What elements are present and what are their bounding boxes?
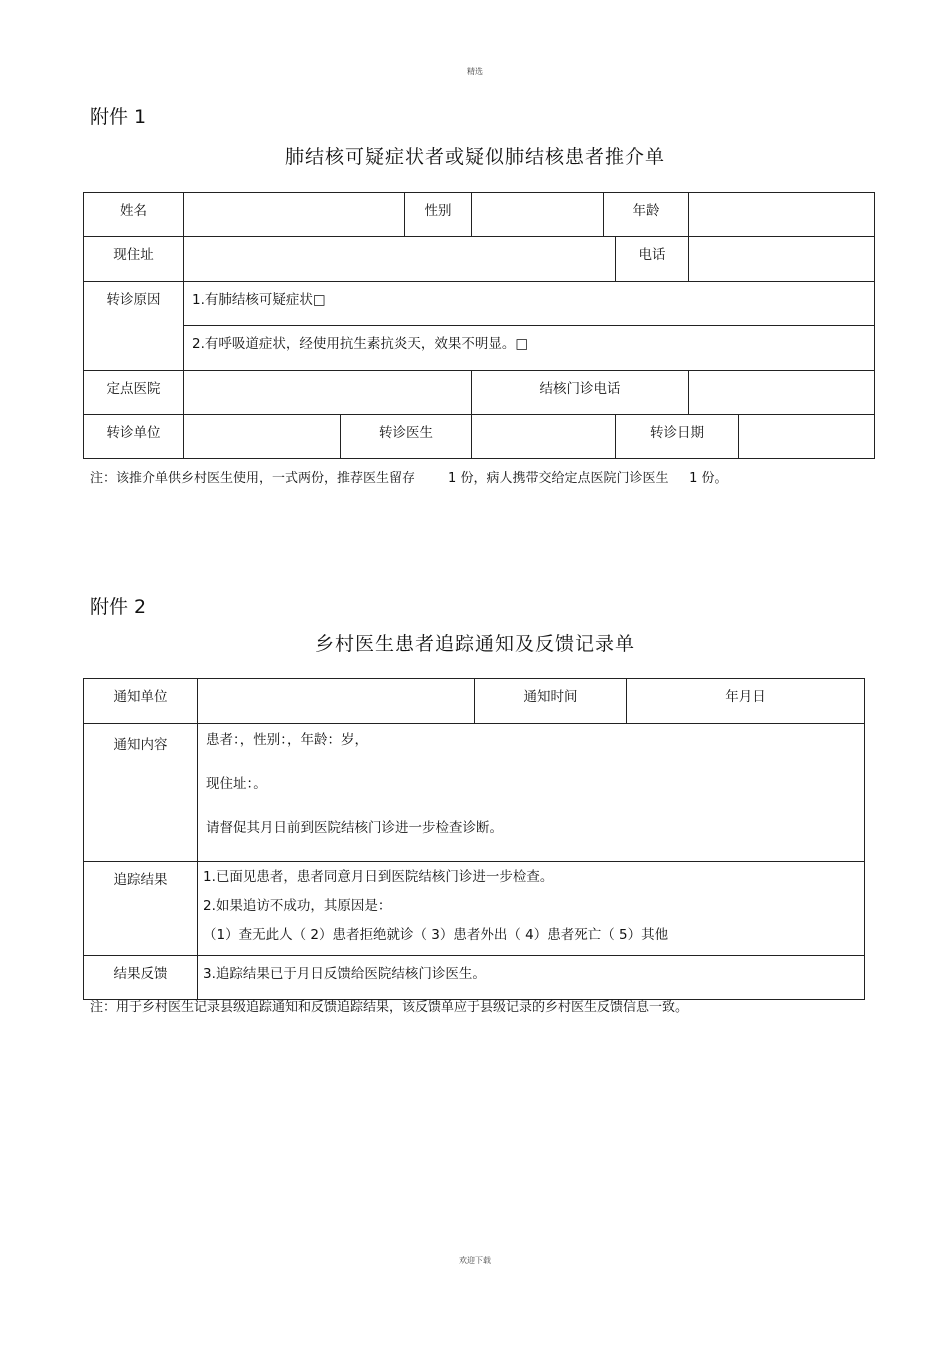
content-line-patient: 患者：，性别：，年龄：岁， xyxy=(206,732,368,748)
tracking-result-label: 追踪结果 xyxy=(84,862,198,956)
notify-date-field[interactable]: 年月日 xyxy=(627,679,865,724)
phone-field[interactable] xyxy=(689,237,875,282)
result-line-1: 1.已面见患者，患者同意月日到医院结核门诊进一步检查。 xyxy=(203,869,554,885)
tb-clinic-phone-label: 结核门诊电话 xyxy=(472,371,689,415)
attachment-2-heading: 附件 2 xyxy=(90,596,147,618)
attachment-1-note: 注：该推介单供乡村医生使用，一式两份，推荐医生留存 1 份，病人携带交给定点医院门诊医生 1 份。 xyxy=(90,471,728,486)
referral-reason-label: 转诊原因 xyxy=(84,282,184,371)
designated-hospital-label: 定点医院 xyxy=(84,371,184,415)
phone-label: 电话 xyxy=(616,237,689,282)
referral-doctor-label: 转诊医生 xyxy=(341,415,472,459)
address-label: 现住址 xyxy=(84,237,184,282)
tb-clinic-phone-field[interactable] xyxy=(689,371,875,415)
header-watermark: 精选 xyxy=(467,67,483,76)
referral-unit-field[interactable] xyxy=(184,415,341,459)
name-label: 姓名 xyxy=(84,193,184,237)
attachment-1-heading: 附件 1 xyxy=(90,106,147,128)
reason-option-2[interactable]: 2.有呼吸道症状，经使用抗生素抗炎天，效果不明显。□ xyxy=(184,326,875,371)
reason-option-1[interactable]: 1.有肺结核可疑症状□ xyxy=(184,282,875,326)
gender-field[interactable] xyxy=(472,193,604,237)
referral-doctor-field[interactable] xyxy=(472,415,616,459)
tracking-form-table xyxy=(83,678,865,1000)
notify-time-label: 通知时间 xyxy=(475,679,627,724)
notify-content-label: 通知内容 xyxy=(84,724,198,862)
result-feedback-label: 结果反馈 xyxy=(84,956,198,1000)
referral-date-label: 转诊日期 xyxy=(616,415,739,459)
attachment-1-title: 肺结核可疑症状者或疑似肺结核患者推介单 xyxy=(284,146,665,168)
content-line-address: 现住址：。 xyxy=(206,776,267,792)
attachment-2-title: 乡村医生患者追踪通知及反馈记录单 xyxy=(314,633,635,655)
gender-label: 性别 xyxy=(405,193,472,237)
age-label: 年龄 xyxy=(604,193,689,237)
tracking-result-cell[interactable] xyxy=(198,862,865,956)
attachment-2-note: 注：用于乡村医生记录县级追踪通知和反馈追踪结果，该反馈单应于县级记录的乡村医生反馈信息一致。 xyxy=(90,1000,689,1015)
content-line-instruction: 请督促其月日前到医院结核门诊进一步检查诊断。 xyxy=(206,820,503,836)
referral-date-field[interactable] xyxy=(739,415,875,459)
notify-content-cell[interactable] xyxy=(198,724,865,862)
result-line-2: 2.如果追访不成功，其原因是： xyxy=(203,898,392,914)
referral-unit-label: 转诊单位 xyxy=(84,415,184,459)
name-field[interactable] xyxy=(184,193,405,237)
notify-unit-field[interactable] xyxy=(198,679,475,724)
notify-unit-label: 通知单位 xyxy=(84,679,198,724)
result-feedback-cell[interactable]: 3.追踪结果已于月日反馈给医院结核门诊医生。 xyxy=(198,956,865,1000)
age-field[interactable] xyxy=(689,193,875,237)
address-field[interactable] xyxy=(184,237,616,282)
footer-watermark: 欢迎下载 xyxy=(459,1256,491,1265)
result-line-3: （1）查无此人（ 2）患者拒绝就诊（ 3）患者外出（ 4）患者死亡（ 5）其他 xyxy=(203,927,669,943)
designated-hospital-field[interactable] xyxy=(184,371,472,415)
referral-form-table xyxy=(83,192,875,459)
